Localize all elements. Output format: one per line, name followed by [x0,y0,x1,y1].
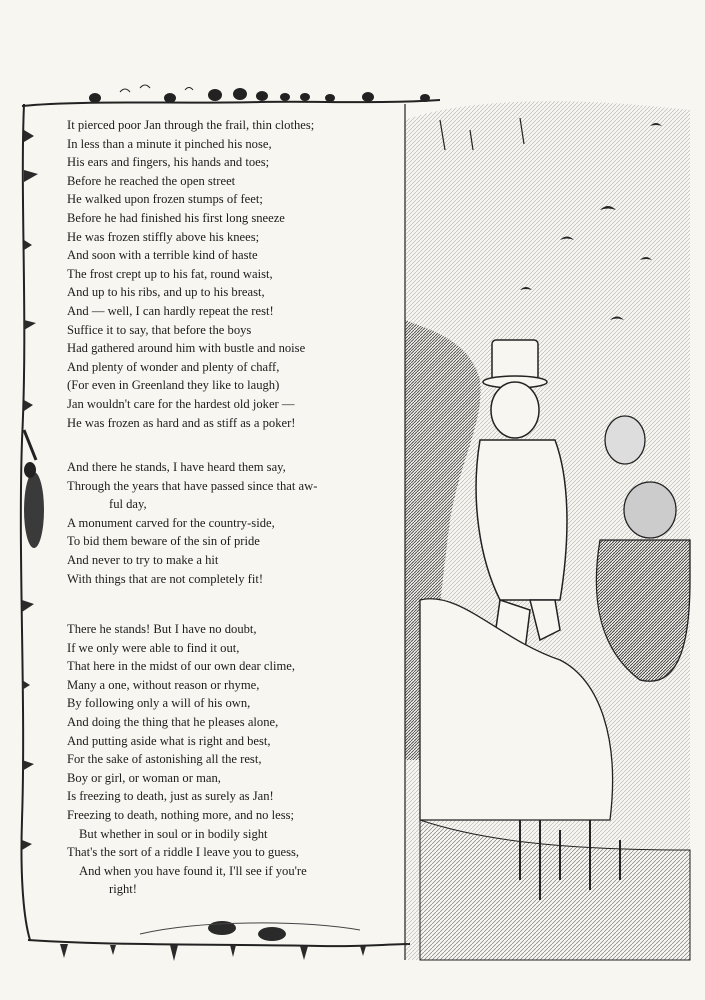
poem-line: Before he reached the open street [67,173,236,188]
poem-line: And soon with a terrible kind of haste [67,248,258,263]
poem-line: With things that are not completely fit! [67,571,264,586]
poem-line: The frost crept up to his fat, round waist, [67,266,273,281]
poem-line: Freezing to death, nothing more, and no less; [67,807,294,822]
poem-line: There he stands! But I have no doubt, [67,622,257,636]
poem-line: He was frozen as hard and as stiff as a poker! [67,415,296,430]
poem-line: And — well, I can hardly repeat the rest! [67,303,274,318]
poem-line: And putting aside what is right and best, [67,733,271,748]
poem-line: Boy or girl, or woman or man, [67,770,221,785]
poem-line: And doing the thing that he pleases alone, [67,714,279,729]
poem-line: A monument carved for the country-side, [67,515,275,530]
poem-line: (For even in Greenland they like to laugh) [67,378,280,393]
poem-line: And when you have found it, I'll see if you're [79,863,307,878]
poem-line: Had gathered around him with bustle and noise [67,341,306,356]
stanza-2 [67,458,397,588]
poem-line: If we only were able to find it out, [67,640,240,655]
poem-line: He walked upon frozen stumps of feet; [67,192,263,207]
poem-line: And there he stands, I have heard them say, [67,460,286,474]
poem-line: That's the sort of a riddle I leave you to guess, [67,845,300,860]
poem-line: By following only a will of his own, [67,696,251,711]
poem-line: And never to try to make a hit [67,552,219,567]
poem-line: Many a one, without reason or rhyme, [67,677,260,692]
poem-line: In less than a minute it pinched his nose, [67,136,272,151]
poem-line: His ears and fingers, his hands and toes; [67,155,270,170]
poem-line: It pierced poor Jan through the frail, thin clothes; [67,118,315,132]
poem-line: To bid them beware of the sin of pride [67,534,260,549]
poem-line: right! [109,882,137,897]
poem-line: Suffice it to say, that before the boys [67,322,252,337]
poem-line: He was frozen stiffly above his knees; [67,229,260,244]
poem-line: But whether in soul or in bodily sight [79,826,268,841]
poem-line: And up to his ribs, and up to his breast, [67,285,265,300]
poem-text [67,116,397,897]
poem-line: ful day, [109,497,147,512]
poem-line: Through the years that have passed since that aw- [67,478,318,493]
poem-line: Before he had finished his first long sneeze [67,210,285,225]
poem-line: Jan wouldn't care for the hardest old joker — [67,396,295,411]
poem-line: And plenty of wonder and plenty of chaff, [67,359,280,374]
stanza-1 [67,116,397,432]
poem-line: For the sake of astonishing all the rest, [67,752,262,767]
poem-line: That here in the midst of our own dear clime, [67,659,296,674]
stanza-3 [67,620,397,899]
poem-line: Is freezing to death, just as surely as Jan! [67,789,274,804]
